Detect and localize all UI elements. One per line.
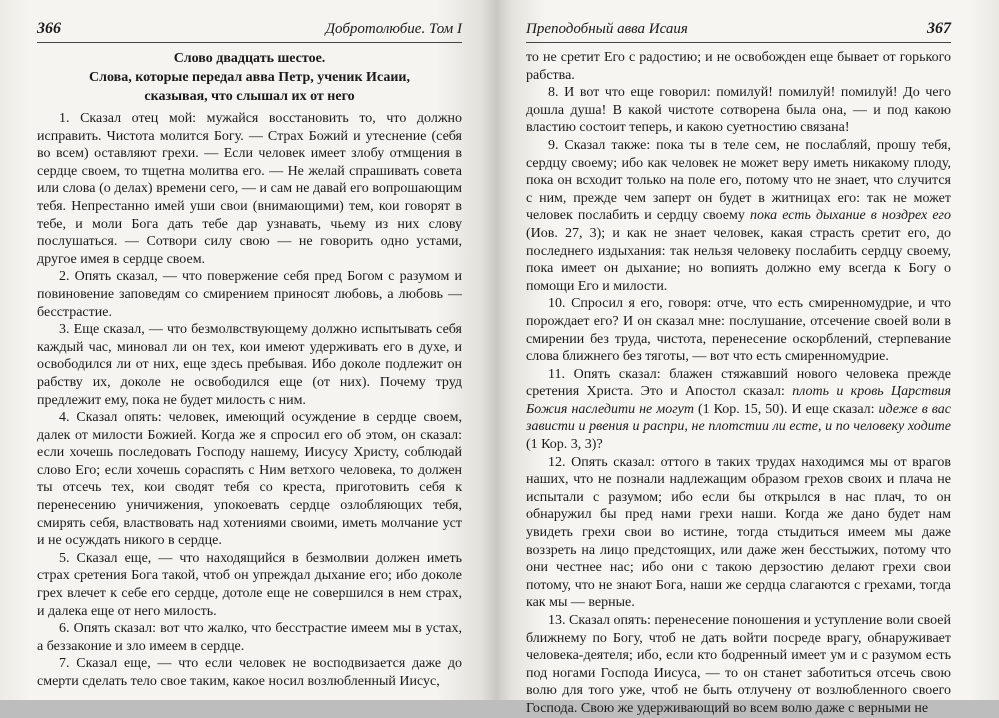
paragraph: 10. Спросил я его, говоря: отче, что есть смиренномудрие, и что порождает его? И он сказал мне: послушание, отсечение своей воли в смирении без труда, чистота, перенесение оскорблений, стерпевание слова ближнего без тяготы, — вот что есть смиренномудрие.	[526, 296, 951, 365]
right-header	[526, 20, 951, 43]
left-body-text	[37, 110, 462, 691]
chapter-title-line: сказывая, что слышал их от него	[144, 89, 355, 104]
page-number-left: 366	[37, 20, 61, 37]
paragraph: 11. Опять сказал: блажен стяжавший нового человека прежде сретения Христа. Это и Апостол сказал: плоть и кровь Царствия Божия наследити не могут (1 Кор. 15, 50). И еще сказал: идеже в вас зависти и рвения и распри, не плотстии ли есте, и по человеку ходите (1 Кор. 3, 3)?	[526, 366, 951, 453]
paragraph: 13. Сказал опять: перенесение поношения и уступление воли своей ближнему по Богу, чтоб не дать войти посреде врагу, обнаруживает человека-деятеля; ибо, если кто бодренный имеет ум и с разумом есть под ногами Господа Иисуса, — то он станет заботиться отсечь свою волю для того уже, чтоб не быть отлучену от возлюбленного своего Господа. Свою же удерживающий во всем волю даже с верными не	[526, 613, 951, 716]
paragraph: 3. Еще сказал, — что безмолвствующему должно испытывать себя каждый час, миновал ли он тех, кои имеют удерживать его в духе, и освободился ли от них, еще здесь пребывая. Ибо доколе подлежит он рабству их, доколе не освободился еще (от них). Почему труд предлежит ему, пока не будет милость с ним.	[37, 322, 462, 408]
left-header	[37, 20, 462, 43]
paragraph: 12. Опять сказал: оттого в таких трудах находимся мы от врагов наших, что не познали надлежащим образом грехов своих и плача не испытали с разумом; ибо если бы открылся в нас плач, то он обнаружил бы пред нами грехи наши. Когда же дано будет нам увидеть грехи свои во истине, тогда стыдиться имеем мы даже воззреть на лицо предстоящих, или даже жен бесстыжих, потому что они честнее нас; ибо они с такою дерзостию делают грехи свои потому, что не знают Бога, наши же сердца слагаются с грехами, тогда как мы — верные.	[526, 454, 951, 611]
chapter-title-line: Слова, которые передал авва Петр, ученик Исаии,	[89, 70, 410, 85]
running-title-left: Добротолюбие. Том I	[325, 21, 462, 37]
running-title-right: Преподобный авва Исаия	[526, 21, 688, 37]
page-number-right: 367	[927, 20, 951, 37]
paragraph: 6. Опять сказал: вот что жалко, что бесстрастие имеем мы в устах, а беззаконие и зло имеем в сердце.	[37, 621, 462, 654]
chapter-title	[37, 49, 462, 106]
right-body-text	[526, 49, 951, 718]
paragraph: 2. Опять сказал, — что повержение себя пред Богом с разумом и повиновение заповедям со смирением приносят любовь, а любовь — бесстрастие.	[37, 269, 462, 320]
paragraph: 4. Сказал опять: человек, имеющий осуждение в сердце своем, далек от милости Божией. Когда же я спросил его об этом, он сказал: если хочешь последовать Господу нашему, Иисусу Христу, соблюдай слово Его; если хочешь сораспять с Ним ветхого человека, то должен ты отсечь тех, кои сводят тебя со креста, приготовить себя к перенесению уничижения, упокоевать сердце озлобляющих тебя, смирять себя, властвовать над хотениями своими, иметь молчание уст и не осуждать никого в сердце.	[37, 410, 462, 549]
chapter-title-line: Слово двадцать шестое.	[173, 51, 326, 66]
paragraph: 5. Сказал еще, — что находящийся в безмолвии должен иметь страх сретения Бога такой, чтоб он упреждал дыхание его; ибо доколе грех влечет к себе его сердце, дотоле еще не совершился в нем страх, и далека еще от него милость.	[37, 550, 462, 619]
paragraph: 1. Сказал отец мой: мужайся восстановить то, что должно исправить. Чистота молится Богу. — Страх Божий и утеснение (себя во всем) оставляют грехи. — Если человек имеет злобу отмщения в сердце своем, то тщетна молитва его. — Не желай спрашивать совета или слова (о делах) времени сего, — и сам не давай его вопрошающим тебя. Непрестанно имей уши свои (внимающими) тем, кои говорят в тебе, и моли Бога дать тебе дар узнавать, чьему из них слову послушаться. — Сотвори силу свою — не говорить одно устами, другое имея в сердце своем.	[37, 111, 462, 267]
paragraph: 8. И вот что еще говорил: помилуй! помилуй! помилуй! До чего дошла душа! В какой чистоте сотворена была она, — и под какою властию состоит теперь, и какою суетностию связана!	[526, 85, 951, 136]
paragraph: 7. Сказал еще, — что если человек не восподвизается даже до смерти сделать тело свое таким, какое носил возлюбленный Иисус,	[37, 656, 462, 689]
left-page	[0, 0, 496, 700]
paragraph: то не сретит Его с радостию; и не освобожден еще бывает от горького рабства.	[526, 50, 951, 83]
paragraph: 9. Сказал также: пока ты в теле сем, не послабляй, прошу тебя, сердцу своему; ибо как человек не может веру иметь никакому плоду, пока он всходит только на поле его, потому что не знает, что случится с ним, прежде чем заперт он будет в житницах его: так не может человек послабить и сердцу своему пока есть дыхание в ноздрех его (Иов. 27, 3); и как не знает человек, какая страсть сретит его, до последнего издыхания: так нельзя человеку послабить сердцу своему, пока имеет он дыхание; но вопиять должно ему всегда к Богу о помощи Его и милости.	[526, 137, 952, 294]
right-page	[496, 0, 999, 716]
